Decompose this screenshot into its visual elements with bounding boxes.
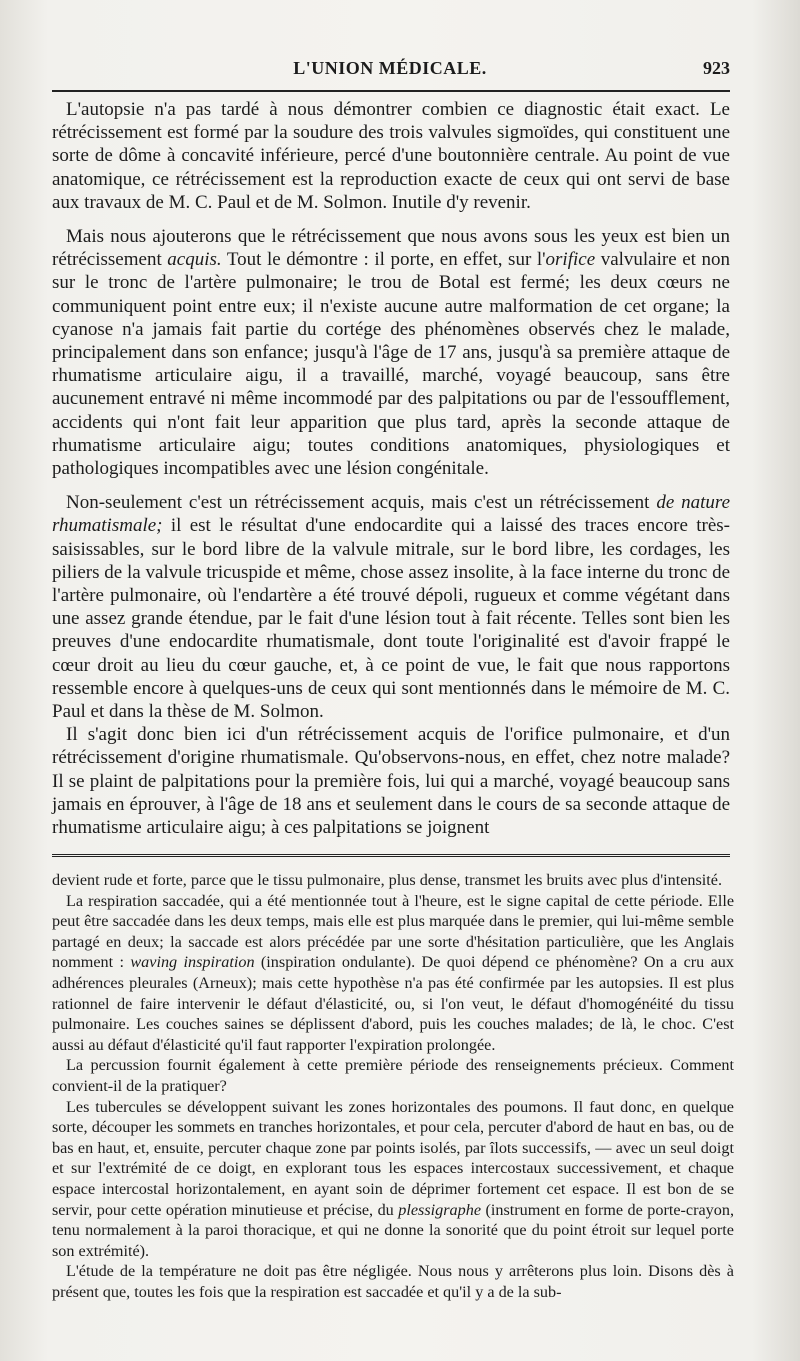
- italic-orifice: orifice: [545, 249, 596, 271]
- text-run: La respiration saccadée, qui a été mentionnée tout à l'heure, est le signe capital de cette période. Elle peut être saccadée dans les deux temps, mais elle est plus marquée dans le premier, qui lui-même semble partagé en deux; la saccade est alors précédée par une sorte d'hésitation particulière, que les Anglais nomment :: [52, 891, 734, 972]
- italic-acquis: acquis.: [167, 249, 222, 271]
- header-rule: [52, 90, 730, 92]
- footer-paragraph-percussion: La percussion fournit également à cette première période des renseignements précieux. Comment convient-il de la pratiquer?: [52, 1056, 734, 1095]
- footer-paragraph-temperature: L'étude de la température ne doit pas être négligée. Nous nous y arrêterons plus loin. Disons dès à présent que, toutes les fois que la respiration est saccadée et qu'il y a de la sub-: [52, 1262, 734, 1301]
- text-run: Non-seulement c'est un rétrécissement acquis, mais c'est un rétrécissement: [66, 492, 657, 514]
- running-header: [50, 58, 730, 84]
- footer-paragraph-bruits: devient rude et forte, parce que le tissu pulmonaire, plus dense, transmet les bruits avec plus d'intensité.: [52, 871, 723, 889]
- text-run: Les tubercules se développent suivant les zones horizontales des poumons. Il faut donc, en quelque sorte, découper les sommets en tranches horizontales, et pour cela, percuter d'abord de haut en bas, ou de bas en haut, et, ensuite, percuter chaque zone par points isolés, par îlots successifs, — avec un seul doigt et sur l'extrémité de ce doigt, en explorant tous les espaces intercostaux successivement, et chaque espace intercostal horizontalement, en ayant soin de déprimer fortement cet espace. Il est bon de se servir, pour cette opération minutieuse et précise, du: [52, 1097, 734, 1219]
- paragraph-rhumatismale: [52, 491, 730, 723]
- journal-title: L'UNION MÉDICALE.: [293, 58, 487, 78]
- text-run: Mais nous ajouterons que le rétrécissement que nous avons sous les yeux est bien un rétrécissement: [52, 226, 730, 271]
- text-run: (inspiration ondulante). De quoi dépend ce phénomène? On a cru aux adhérences pleurales (Arneux); mais cette hypothèse n'a pas été confirmée par les autopsies. Il est plus rationnel de faire intervenir le défaut d'élasticité, ou, si l'on veut, le défaut d'homogénéité du tissu pulmonaire. Les couches saines se déplissent d'abord, puis les couches malades; de là, le choc. C'est aussi au défaut d'élasticité qu'il faut rapporter l'expiration prolongée.: [52, 953, 734, 1054]
- page-number: 923: [703, 58, 730, 78]
- paragraph-orifice-pulmonaire: Il s'agit donc bien ici d'un rétrécissement acquis de l'orifice pulmonaire, et d'un rétrécissement d'origine rhumatismale. Qu'observons-nous, en effet, chez notre malade? Il se plaint de palpitations pour la première fois, lui qui a marché, voyagé beaucoup sans jamais en éprouver, à l'âge de 18 ans et seulement dans le cours de sa seconde attaque de rhumatisme articulaire aigu; à ces palpitations se joignent: [52, 724, 730, 839]
- paragraph-autopsie: L'autopsie n'a pas tardé à nous démontrer combien ce diagnostic était exact. Le rétrécissement est formé par la soudure des trois valvules sigmoïdes, qui constituent une sorte de dôme à concavité inférieure, percé d'une boutonnière centrale. Au point de vue anatomique, ce rétrécissement est la reproduction exacte de ceux qui ont servi de base aux travaux de M. C. Paul et de M. Solmon. Inutile d'y revenir.: [52, 99, 730, 213]
- feuilleton-text: [52, 870, 734, 1302]
- italic-plessigraphe: plessigraphe: [398, 1200, 481, 1219]
- footer-separator: [52, 854, 730, 860]
- italic-nature-rhumatismale: de nature rhumatismale;: [52, 492, 730, 537]
- italic-waving-inspiration: waving inspiration: [130, 953, 255, 972]
- text-run: (instrument en forme de porte-crayon, tenu normalement à la paroi thoracique, et qui ne donne la sonorité que du point étroit sur lequel porte son extrémité).: [52, 1200, 734, 1260]
- text-run: valvulaire et non sur le tronc de l'artère pulmonaire; le trou de Botal est fermé; les deux cœurs ne communiquent point entre eux; il n'existe aucune autre malformation de cet organe; la cyanose n'a jamais fait partie du cortége des phénomènes observés chez le malade, principalement dans son enfance; jusqu'à l'âge de 17 ans, jusqu'à sa première attaque de rhumatisme articulaire aigu, il a travaillé, marché, voyagé beaucoup, sans être aucunement entravé ni même incommodé par des palpitations ou par de l'essoufflement, accidents qui n'ont fait leur apparition que plus tard, après la seconde attaque de rhumatisme articulaire aigu; toutes conditions anatomiques, physiologiques et pathologiques incompatibles avec une lésion congénitale.: [52, 249, 730, 480]
- paragraph-acquis: [52, 225, 730, 480]
- text-run: Tout le démontre : il porte, en effet, sur l': [221, 249, 546, 271]
- main-text: [52, 98, 730, 839]
- footer-paragraph-respiration: [52, 891, 734, 1056]
- footer-paragraph-tubercules: [52, 1097, 734, 1262]
- text-run: il est le résultat d'une endocardite qui a laissé des traces encore très-saisissables, sur le bord libre de la valvule mitrale, sur le bord libre, les cordages, les piliers de la valvule tricuspide et même, chose assez insolite, à la face interne du tronc de l'artère pulmonaire, où l'endartère a été trouvé dépoli, rugueux et comme végétant dans une assez grande étendue, par le fait d'une lésion tout à fait récente. Telles sont bien les preuves d'une endocardite rhumatismale, dont toute l'originalité est d'avoir frappé le cœur droit au lieu du cœur gauche, et, à ce point de vue, le fait que nous rapportons ressemble encore à quelques-uns de ceux qui sont mentionnés dans le mémoire de M. C. Paul et dans la thèse de M. Solmon.: [52, 515, 730, 723]
